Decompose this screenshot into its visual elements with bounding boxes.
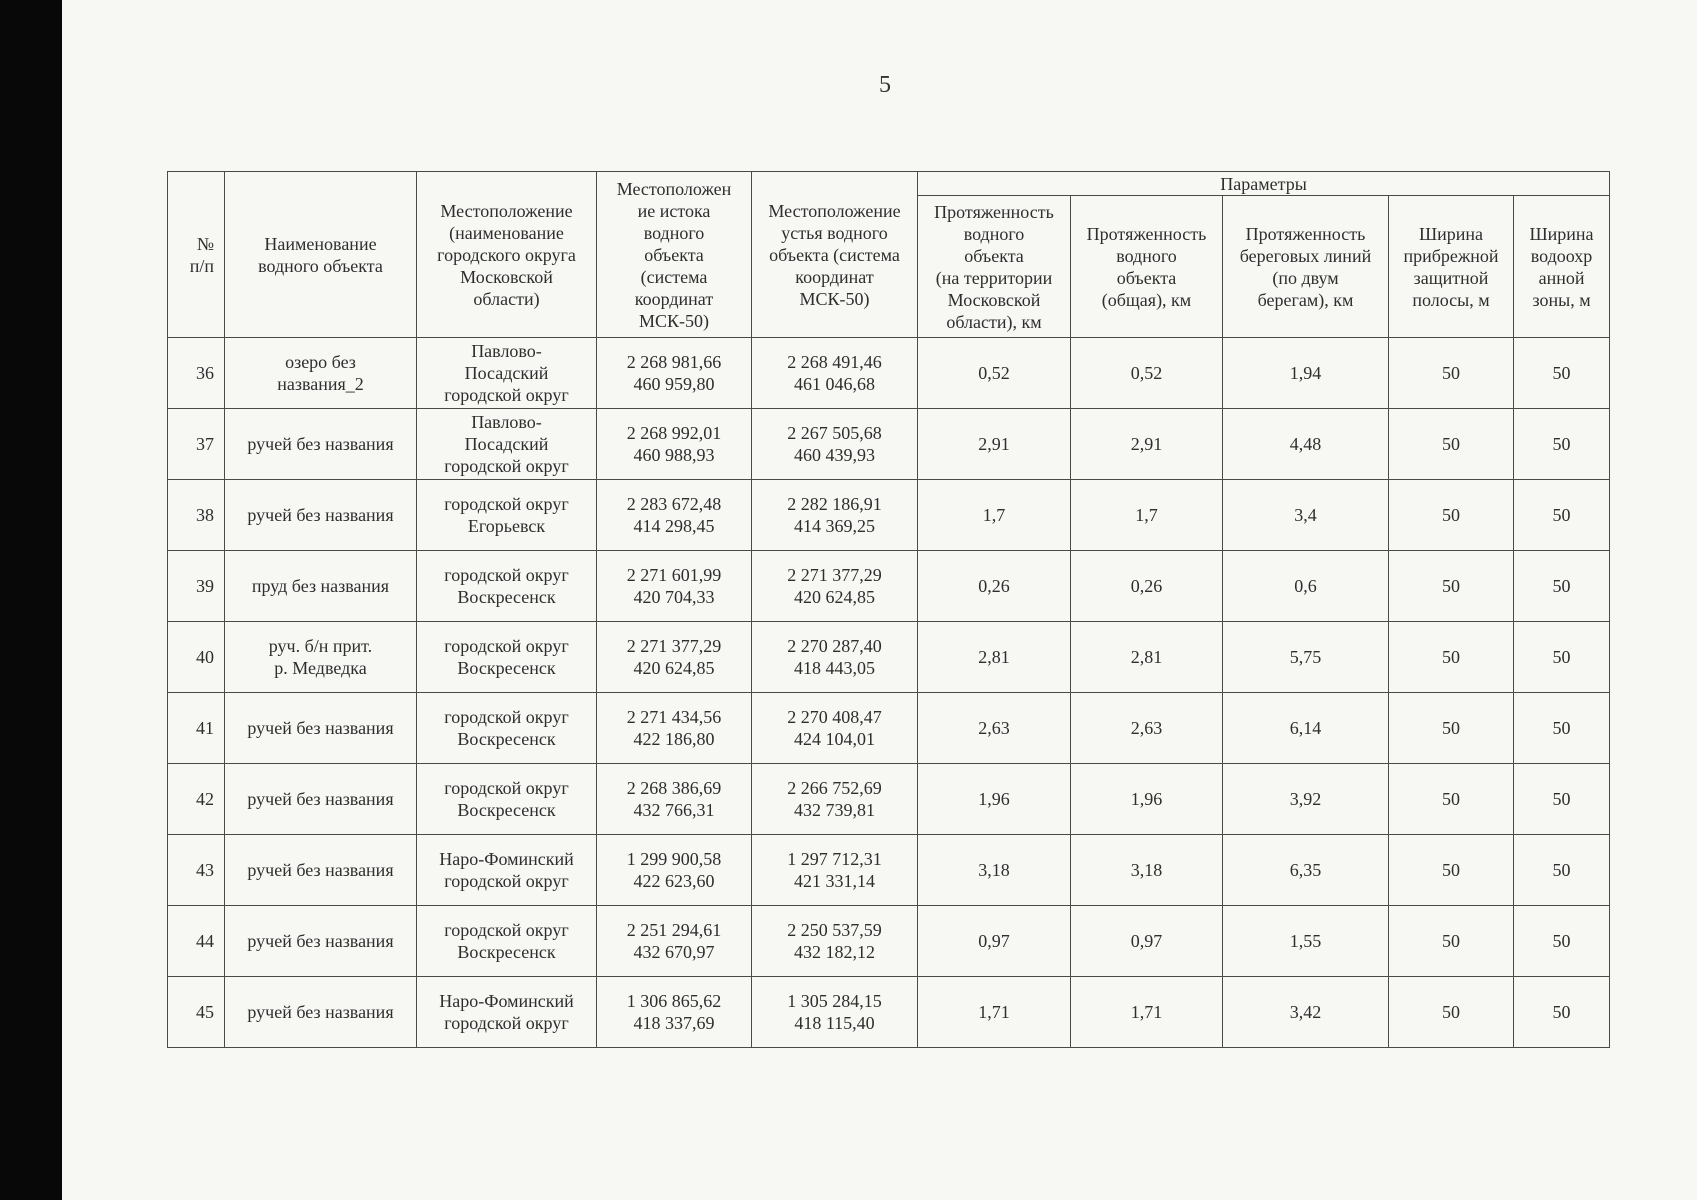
- cell-mouth: 2 270 287,40 418 443,05: [752, 622, 918, 693]
- cell-length-total: 1,71: [1071, 977, 1223, 1048]
- cell-protection-width: 50: [1514, 906, 1610, 977]
- cell-source: 2 271 601,99 420 704,33: [597, 551, 752, 622]
- cell-no: 42: [168, 764, 225, 835]
- table-row: [168, 977, 1610, 1048]
- cell-protection-width: 50: [1514, 977, 1610, 1048]
- cell-length-total: 0,52: [1071, 338, 1223, 409]
- cell-no: 41: [168, 693, 225, 764]
- cell-no: 38: [168, 480, 225, 551]
- cell-protection-width: 50: [1514, 835, 1610, 906]
- cell-protection-width: 50: [1514, 480, 1610, 551]
- cell-name: пруд без названия: [225, 551, 417, 622]
- cell-protection-width: 50: [1514, 409, 1610, 480]
- cell-location: городской округ Егорьевск: [417, 480, 597, 551]
- header-source: Местоположен ие истока водного объекта (система координат МСК-50): [597, 172, 752, 338]
- page-number: 5: [879, 72, 891, 98]
- cell-coastal-width: 50: [1389, 835, 1514, 906]
- cell-name: ручей без названия: [225, 977, 417, 1048]
- cell-name: озеро без названия_2: [225, 338, 417, 409]
- cell-name: ручей без названия: [225, 480, 417, 551]
- table-row: [168, 764, 1610, 835]
- cell-length-total: 2,91: [1071, 409, 1223, 480]
- cell-shore-length: 3,4: [1223, 480, 1389, 551]
- table-row: [168, 835, 1610, 906]
- cell-length-total: 0,97: [1071, 906, 1223, 977]
- cell-length-region: 0,26: [918, 551, 1071, 622]
- cell-mouth: 2 271 377,29 420 624,85: [752, 551, 918, 622]
- table-row: [168, 551, 1610, 622]
- cell-source: 2 271 434,56 422 186,80: [597, 693, 752, 764]
- cell-no: 45: [168, 977, 225, 1048]
- header-length-region: Протяженность водного объекта (на территории Московской области), км: [918, 196, 1071, 338]
- table-body: [168, 338, 1610, 1048]
- cell-length-region: 1,7: [918, 480, 1071, 551]
- table-row: [168, 622, 1610, 693]
- cell-name: руч. б/н прит. р. Медведка: [225, 622, 417, 693]
- header-length-total: Протяженность водного объекта (общая), км: [1071, 196, 1223, 338]
- cell-protection-width: 50: [1514, 551, 1610, 622]
- cell-shore-length: 6,14: [1223, 693, 1389, 764]
- cell-name: ручей без названия: [225, 409, 417, 480]
- cell-no: 37: [168, 409, 225, 480]
- cell-source: 2 283 672,48 414 298,45: [597, 480, 752, 551]
- cell-location: Павлово- Посадский городской округ: [417, 338, 597, 409]
- water-objects-table: [167, 171, 1610, 1048]
- cell-coastal-width: 50: [1389, 338, 1514, 409]
- cell-no: 44: [168, 906, 225, 977]
- cell-coastal-width: 50: [1389, 906, 1514, 977]
- cell-shore-length: 0,6: [1223, 551, 1389, 622]
- cell-mouth: 1 297 712,31 421 331,14: [752, 835, 918, 906]
- cell-length-region: 1,71: [918, 977, 1071, 1048]
- cell-protection-width: 50: [1514, 764, 1610, 835]
- cell-coastal-width: 50: [1389, 764, 1514, 835]
- cell-coastal-width: 50: [1389, 622, 1514, 693]
- cell-length-total: 1,96: [1071, 764, 1223, 835]
- cell-source: 2 268 386,69 432 766,31: [597, 764, 752, 835]
- cell-length-region: 3,18: [918, 835, 1071, 906]
- header-row-top: [168, 172, 1610, 196]
- cell-length-total: 2,63: [1071, 693, 1223, 764]
- cell-coastal-width: 50: [1389, 480, 1514, 551]
- cell-location: Павлово- Посадский городской округ: [417, 409, 597, 480]
- header-mouth: Местоположение устья водного объекта (система координат МСК-50): [752, 172, 918, 338]
- cell-shore-length: 3,92: [1223, 764, 1389, 835]
- cell-coastal-width: 50: [1389, 977, 1514, 1048]
- cell-protection-width: 50: [1514, 622, 1610, 693]
- cell-length-total: 2,81: [1071, 622, 1223, 693]
- cell-protection-width: 50: [1514, 338, 1610, 409]
- cell-location: городской округ Воскресенск: [417, 764, 597, 835]
- header-coastal-width: Ширина прибрежной защитной полосы, м: [1389, 196, 1514, 338]
- cell-length-region: 0,97: [918, 906, 1071, 977]
- cell-mouth: 2 250 537,59 432 182,12: [752, 906, 918, 977]
- header-no: № п/п: [168, 172, 225, 338]
- cell-mouth: 2 268 491,46 461 046,68: [752, 338, 918, 409]
- cell-source: 2 251 294,61 432 670,97: [597, 906, 752, 977]
- cell-shore-length: 5,75: [1223, 622, 1389, 693]
- cell-no: 43: [168, 835, 225, 906]
- cell-shore-length: 1,94: [1223, 338, 1389, 409]
- table-row: [168, 693, 1610, 764]
- cell-source: 1 299 900,58 422 623,60: [597, 835, 752, 906]
- cell-no: 39: [168, 551, 225, 622]
- table-row: [168, 338, 1610, 409]
- cell-location: Наро-Фоминский городской округ: [417, 977, 597, 1048]
- cell-shore-length: 3,42: [1223, 977, 1389, 1048]
- cell-source: 2 268 981,66 460 959,80: [597, 338, 752, 409]
- cell-name: ручей без названия: [225, 835, 417, 906]
- table-row: [168, 906, 1610, 977]
- cell-mouth: 2 267 505,68 460 439,93: [752, 409, 918, 480]
- scan-edge: [0, 0, 62, 1200]
- cell-source: 2 271 377,29 420 624,85: [597, 622, 752, 693]
- cell-location: городской округ Воскресенск: [417, 693, 597, 764]
- cell-source: 1 306 865,62 418 337,69: [597, 977, 752, 1048]
- cell-mouth: 2 270 408,47 424 104,01: [752, 693, 918, 764]
- header-name: Наименование водного объекта: [225, 172, 417, 338]
- table-row: [168, 480, 1610, 551]
- cell-length-region: 2,91: [918, 409, 1071, 480]
- cell-length-region: 1,96: [918, 764, 1071, 835]
- header-params: Параметры: [918, 172, 1610, 196]
- cell-source: 2 268 992,01 460 988,93: [597, 409, 752, 480]
- table-row: [168, 409, 1610, 480]
- cell-no: 40: [168, 622, 225, 693]
- cell-location: городской округ Воскресенск: [417, 551, 597, 622]
- header-location: Местоположение (наименование городского округа Московской области): [417, 172, 597, 338]
- cell-coastal-width: 50: [1389, 551, 1514, 622]
- cell-name: ручей без названия: [225, 906, 417, 977]
- cell-mouth: 2 282 186,91 414 369,25: [752, 480, 918, 551]
- cell-location: городской округ Воскресенск: [417, 622, 597, 693]
- cell-location: Наро-Фоминский городской округ: [417, 835, 597, 906]
- cell-mouth: 2 266 752,69 432 739,81: [752, 764, 918, 835]
- cell-length-total: 1,7: [1071, 480, 1223, 551]
- cell-length-total: 0,26: [1071, 551, 1223, 622]
- cell-mouth: 1 305 284,15 418 115,40: [752, 977, 918, 1048]
- cell-location: городской округ Воскресенск: [417, 906, 597, 977]
- cell-protection-width: 50: [1514, 693, 1610, 764]
- cell-name: ручей без названия: [225, 693, 417, 764]
- cell-no: 36: [168, 338, 225, 409]
- cell-length-region: 2,63: [918, 693, 1071, 764]
- cell-name: ручей без названия: [225, 764, 417, 835]
- cell-length-region: 0,52: [918, 338, 1071, 409]
- cell-length-region: 2,81: [918, 622, 1071, 693]
- cell-shore-length: 6,35: [1223, 835, 1389, 906]
- header-shore-length: Протяженность береговых линий (по двум берегам), км: [1223, 196, 1389, 338]
- cell-length-total: 3,18: [1071, 835, 1223, 906]
- cell-coastal-width: 50: [1389, 693, 1514, 764]
- cell-coastal-width: 50: [1389, 409, 1514, 480]
- cell-shore-length: 4,48: [1223, 409, 1389, 480]
- cell-shore-length: 1,55: [1223, 906, 1389, 977]
- header-protection-width: Ширина водоохр анной зоны, м: [1514, 196, 1610, 338]
